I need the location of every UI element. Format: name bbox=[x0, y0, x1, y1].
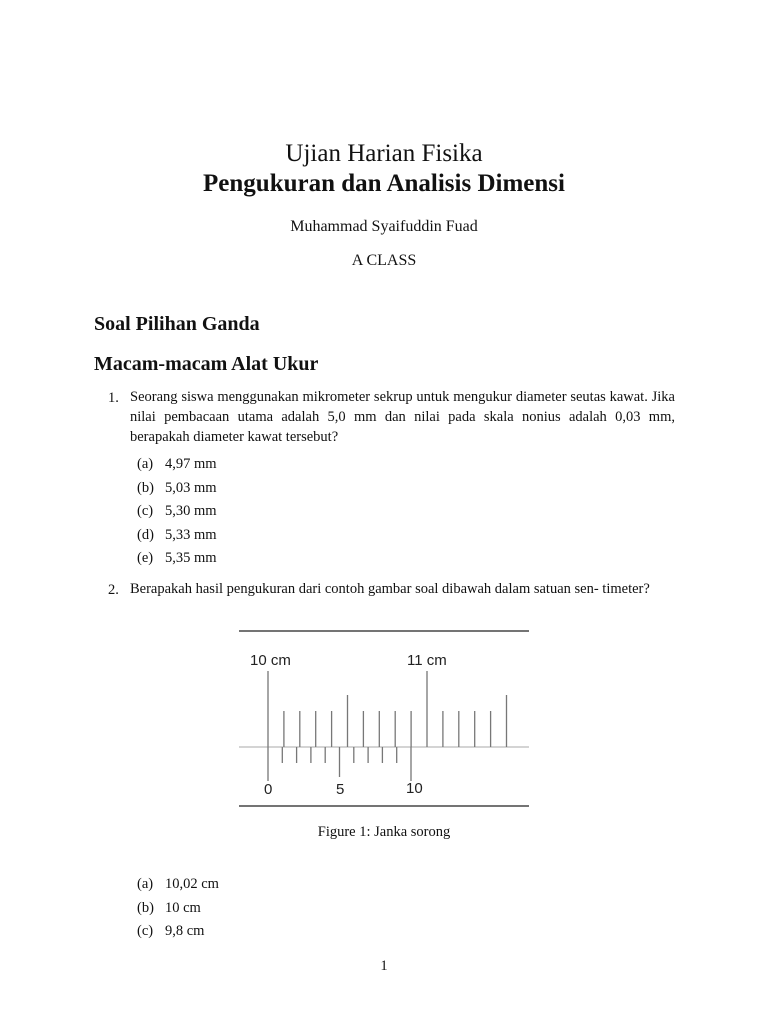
class-name: A CLASS bbox=[351, 252, 417, 269]
option-text: 5,03 mm bbox=[165, 480, 217, 496]
answer-option bbox=[137, 503, 217, 520]
option-text: 9,8 cm bbox=[165, 923, 205, 939]
author-name: Muhammad Syaifuddin Fuad bbox=[290, 218, 478, 235]
main-scale-label-11cm: 11 cm bbox=[407, 652, 447, 669]
answer-option bbox=[137, 876, 219, 893]
option-label: (b) bbox=[137, 900, 154, 916]
vernier-scale-ticks bbox=[268, 747, 411, 781]
vernier-label-10: 10 bbox=[406, 780, 423, 797]
option-text: 10 cm bbox=[165, 900, 201, 916]
main-scale-label-10cm: 10 cm bbox=[250, 652, 291, 669]
vernier-label-0: 0 bbox=[264, 781, 273, 798]
vernier-label-5: 5 bbox=[336, 781, 345, 798]
option-text: 5,35 mm bbox=[165, 550, 217, 566]
option-text: 5,33 mm bbox=[165, 527, 217, 543]
answer-option bbox=[137, 527, 217, 544]
question-text: Berapakah hasil pengukuran dari contoh gambar soal dibawah dalam satuan sen- timeter? bbox=[130, 581, 650, 597]
section-heading-multiple-choice: Soal Pilihan Ganda bbox=[94, 313, 260, 335]
question-number: 1. bbox=[108, 390, 119, 406]
main-scale-ticks bbox=[268, 671, 507, 747]
document-title: Ujian Harian Fisika bbox=[285, 140, 483, 167]
answer-option bbox=[137, 456, 217, 473]
option-label: (c) bbox=[137, 503, 154, 519]
option-label: (d) bbox=[137, 527, 154, 543]
figure-caption: Figure 1: Janka sorong bbox=[317, 824, 451, 840]
option-label: (c) bbox=[137, 923, 154, 939]
page-number: 1 bbox=[380, 958, 388, 974]
option-label: (a) bbox=[137, 876, 154, 892]
question-number: 2. bbox=[108, 582, 119, 598]
option-label: (b) bbox=[137, 480, 154, 496]
answer-option bbox=[137, 923, 204, 940]
option-text: 4,97 mm bbox=[165, 456, 217, 472]
option-text: 10,02 cm bbox=[165, 876, 219, 892]
option-label: (a) bbox=[137, 456, 154, 472]
answer-option bbox=[137, 900, 201, 917]
document-subtitle: Pengukuran dan Analisis Dimensi bbox=[203, 170, 565, 197]
option-text: 5,30 mm bbox=[165, 503, 217, 519]
question-text: Seorang siswa menggunakan mikrometer sekrup untuk mengukur diameter seutas kawat. Jika nilai pembacaan utama adalah 5,0 mm dan nilai pada skala nonius adalah 0,03 mm, berapakah diameter kawat tersebut? bbox=[130, 389, 675, 445]
answer-option bbox=[137, 550, 217, 567]
answer-option bbox=[137, 480, 217, 497]
section-heading-measuring-tools: Macam-macam Alat Ukur bbox=[94, 353, 319, 375]
vernier-caliper-figure bbox=[236, 628, 532, 812]
option-label: (e) bbox=[137, 550, 154, 566]
